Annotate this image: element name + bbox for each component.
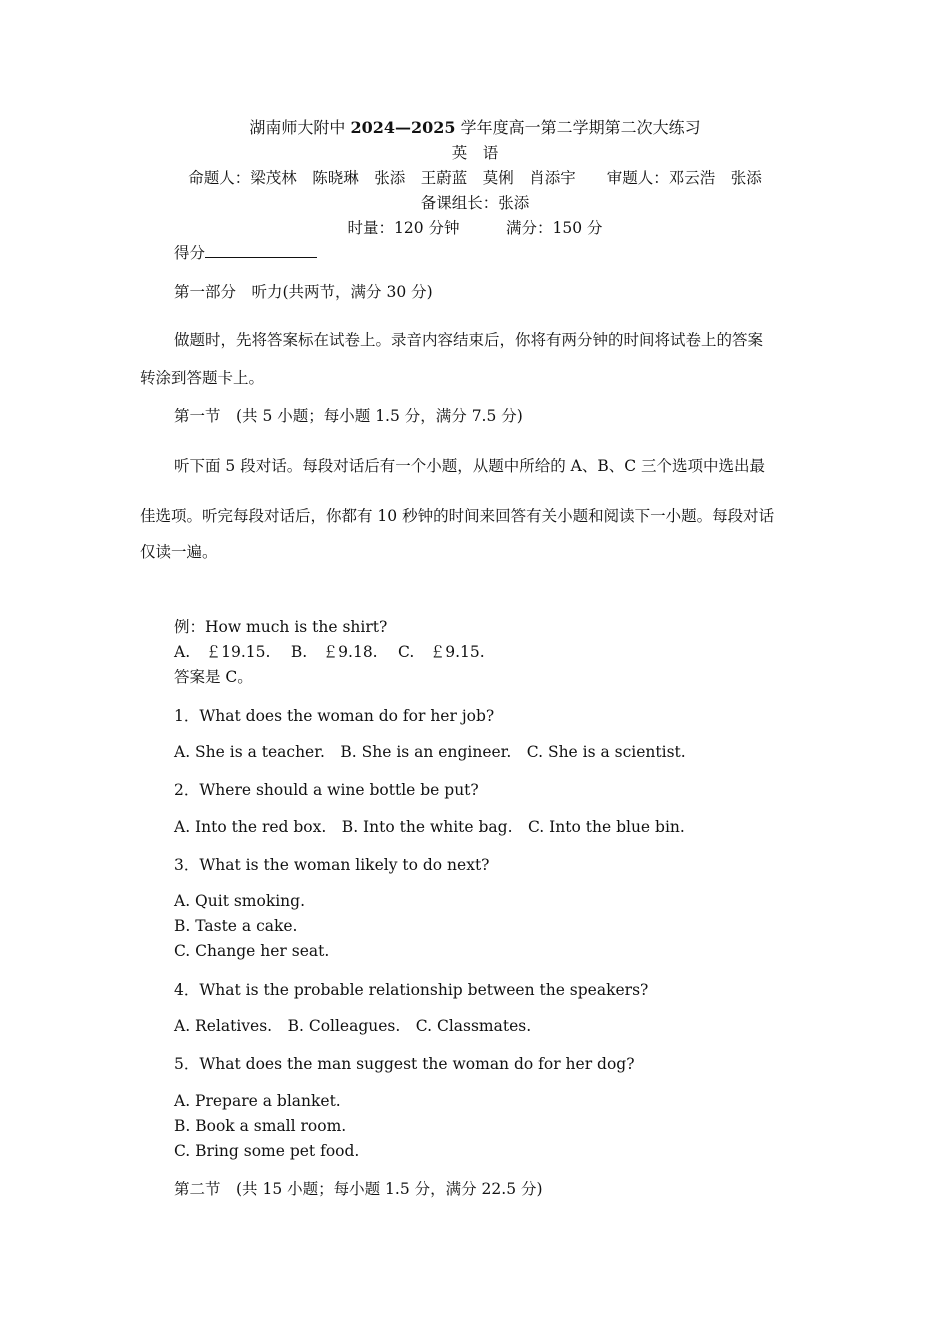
question-3-option-b: B. Taste a cake. — [174, 917, 298, 935]
example-options: A. ￡19.15. B. ￡9.18. C. ￡9.15. — [174, 643, 485, 661]
question-2-options: A. Into the red box. B. Into the white bag. C. Into the blue bin. — [174, 818, 685, 836]
question-4: 4．What is the probable relationship between the speakers? — [174, 981, 649, 999]
exam-authors: 命题人：梁茂林 陈晓琳 张添 王蔚蓝 莫俐 肖添宇 审题人：邓云浩 张添 — [188, 169, 762, 187]
exam-time-info: 时量：120 分钟 满分：150 分 — [347, 219, 603, 237]
title-years: 2024—2025 — [350, 118, 456, 137]
section1-instruction-line2: 佳选项。听完每段对话后，你都有 10 秒钟的时间来回答有关小题和阅读下一小题。每段对话 — [140, 507, 775, 525]
example-question: 例：How much is the shirt? — [174, 618, 388, 636]
question-1: 1．What does the woman do for her job? — [174, 707, 495, 725]
exam-title — [0, 118, 950, 138]
question-3-option-c: C. Change her seat. — [174, 942, 330, 960]
question-3-option-a: A. Quit smoking. — [174, 892, 306, 910]
question-4-options: A. Relatives. B. Colleagues. C. Classmates. — [174, 1017, 532, 1035]
part1-title: 第一部分 听力(共两节，满分 30 分) — [174, 283, 433, 301]
question-3: 3．What is the woman likely to do next? — [174, 856, 490, 874]
score-field — [174, 243, 317, 263]
question-2: 2．Where should a wine bottle be put? — [174, 781, 479, 799]
exam-subject: 英 语 — [451, 144, 499, 162]
section1-instruction-line3: 仅读一遍。 — [140, 543, 218, 561]
part1-instruction-line2: 转涂到答题卡上。 — [140, 369, 265, 387]
example-answer: 答案是 C。 — [174, 668, 253, 686]
exam-group-leader: 备课组长：张添 — [420, 194, 530, 212]
question-5: 5．What does the man suggest the woman do for her dog? — [174, 1055, 635, 1073]
question-5-option-c: C. Bring some pet food. — [174, 1142, 360, 1160]
section1-title: 第一节 (共 5 小题；每小题 1.5 分，满分 7.5 分) — [174, 407, 523, 425]
question-1-options: A. She is a teacher. B. She is an engineer. C. She is a scientist. — [174, 743, 686, 761]
section2-title: 第二节 (共 15 小题；每小题 1.5 分，满分 22.5 分) — [174, 1180, 543, 1198]
part1-instruction-line1: 做题时，先将答案标在试卷上。录音内容结束后，你将有两分钟的时间将试卷上的答案 — [174, 331, 764, 349]
score-label: 得分 — [174, 244, 206, 262]
title-school: 湖南师大附中 — [249, 118, 351, 137]
section1-instruction-line1: 听下面 5 段对话。每段对话后有一个小题，从题中所给的 A、B、C 三个选项中选出最 — [174, 457, 766, 475]
question-5-option-b: B. Book a small room. — [174, 1117, 347, 1135]
title-rest: 学年度高一第二学期第二次大练习 — [455, 118, 701, 137]
score-blank[interactable] — [205, 243, 317, 258]
question-5-option-a: A. Prepare a blanket. — [174, 1092, 341, 1110]
